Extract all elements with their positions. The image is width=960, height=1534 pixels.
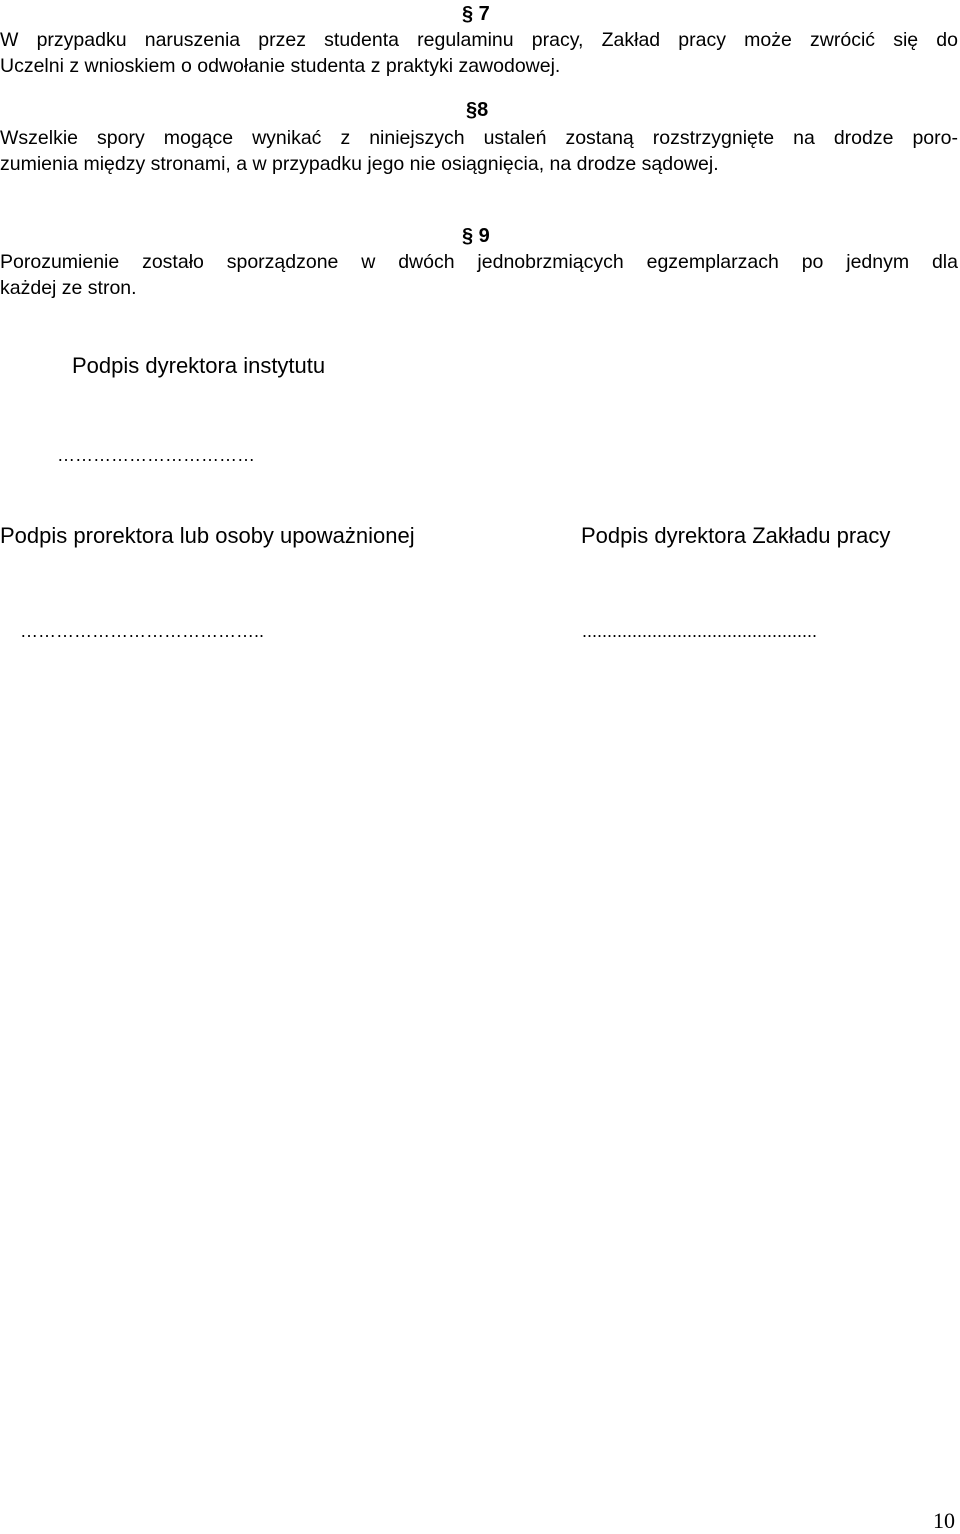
section-8-line-1: Wszelkie spory mogące wynikać z niniejszych ustaleń zostaną rozstrzygnięte na drodze poro- <box>0 127 958 149</box>
section-7-line-1: W przypadku naruszenia przez studenta regulaminu pracy, Zakład pracy może zwrócić się do <box>0 29 958 51</box>
section-9-line-2: każdej ze stron. <box>0 277 137 299</box>
institute-director-signature-line: …………………………… <box>57 445 255 465</box>
workplace-director-signature-label: Podpis dyrektora Zakładu pracy <box>581 523 891 548</box>
prorector-signature-line: ………………………………….. <box>20 621 265 641</box>
section-7-heading: § 7 <box>462 3 490 25</box>
institute-director-signature-label: Podpis dyrektora instytutu <box>72 353 326 378</box>
workplace-director-signature-line: ............................................... <box>582 621 818 641</box>
section-8-line-2: zumienia między stronami, a w przypadku jego nie osiągnięcia, na drodze sądowej. <box>0 153 719 175</box>
page-number: 10 <box>933 1508 955 1533</box>
section-9-line-1: Porozumienie zostało sporządzone w dwóch jednobrzmiących egzemplarzach po jednym dla <box>0 251 958 273</box>
section-9-heading: § 9 <box>462 225 490 247</box>
section-8-heading: §8 <box>466 99 489 121</box>
prorector-signature-label: Podpis prorektora lub osoby upoważnionej <box>0 523 415 548</box>
section-7-line-2: Uczelni z wnioskiem o odwołanie studenta z praktyki zawodowej. <box>0 55 561 77</box>
